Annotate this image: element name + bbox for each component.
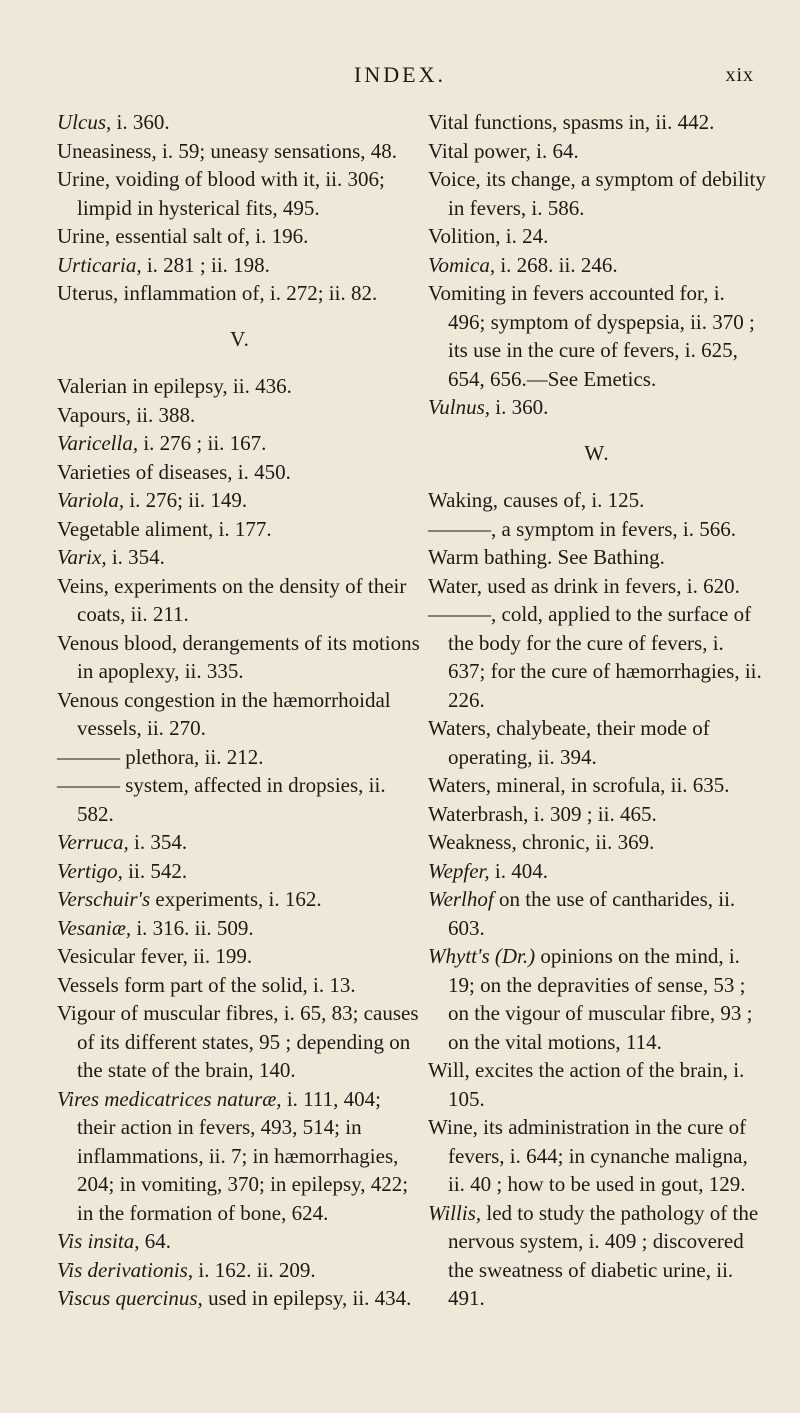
- index-entry: [428, 1113, 766, 1199]
- entry-references: used as drink in fevers, i. 620.: [482, 573, 740, 598]
- entry-references: ii. 388.: [131, 402, 196, 427]
- index-entry: [57, 971, 423, 1000]
- index-entry: [428, 885, 766, 942]
- entry-references: i. 360.: [490, 395, 549, 419]
- index-entry: [57, 429, 423, 458]
- entry-references: its administration in the cure of fevers, i. 644; in cynanche maligna, ii. 40 ; how to be used in gout, 129.: [448, 1115, 748, 1196]
- entry-headword: Vital: [428, 138, 469, 163]
- entry-headword: Warm: [428, 545, 479, 569]
- entry-headword: Vital: [428, 110, 469, 134]
- entry-references: i. 276 ; ii. 167.: [138, 431, 267, 455]
- index-entry: [57, 743, 423, 772]
- entry-headword: Venous: [57, 630, 119, 655]
- entry-headword: ——— system,: [57, 773, 189, 797]
- index-entry: [57, 372, 423, 401]
- entry-references: of muscular fibres, i. 65, 83; causes of its different states, 95 ; depending on the state of the brain, 140.: [77, 1001, 419, 1082]
- entry-references: blood, derangements of its motions in apoplexy, ii. 335.: [77, 630, 420, 683]
- index-entry: [428, 137, 766, 166]
- index-entry: [428, 165, 766, 222]
- entry-headword: Water,: [428, 573, 483, 598]
- entry-references: opinions on the mind, i. 19; on the depravities of sense, 53 ; on the vigour of muscular fibre, 93 ; on the vital motions, 114.: [448, 944, 753, 1054]
- entry-headword: Varix,: [57, 545, 107, 569]
- index-entry: [57, 885, 423, 914]
- entry-headword: Will,: [428, 1058, 470, 1082]
- entry-references: functions, spasms in, ii. 442.: [468, 110, 715, 134]
- entry-headword: Vires medicatrices naturæ,: [57, 1086, 282, 1111]
- index-entry: [57, 686, 423, 743]
- index-entry: [57, 165, 423, 222]
- index-entry: [428, 108, 766, 137]
- index-entry: [57, 279, 423, 308]
- index-entry: [428, 543, 766, 572]
- entry-references: ii. 542.: [122, 858, 188, 883]
- index-entry: [428, 714, 766, 771]
- index-entry: [428, 828, 766, 857]
- entry-headword: Uneasiness,: [57, 138, 157, 163]
- index-entry: [57, 629, 423, 686]
- entry-references: power, i. 64.: [468, 138, 579, 163]
- running-head: [0, 62, 800, 92]
- entry-references: inflammation of, i. 272; ii. 82.: [118, 281, 378, 305]
- entry-headword: Vomica,: [428, 252, 496, 277]
- index-entry: [57, 1284, 423, 1313]
- index-entry: [428, 572, 766, 601]
- entry-references: used in epilepsy, ii. 434.: [202, 1286, 412, 1310]
- entry-headword: Waterbrash,: [428, 801, 529, 826]
- entry-headword: Willis,: [428, 1200, 482, 1225]
- entry-references: bathing. See Bathing.: [478, 545, 665, 569]
- index-entry: [428, 857, 766, 886]
- entry-references: i. 316. ii. 509.: [131, 915, 254, 940]
- index-entry: [57, 251, 423, 280]
- entry-headword: Varicella,: [57, 431, 139, 455]
- entry-references: of diseases, i. 450.: [130, 459, 291, 484]
- entry-headword: Werlhof: [428, 887, 494, 911]
- entry-references: chronic, ii. 369.: [516, 830, 655, 854]
- section-letter: V.: [230, 326, 250, 351]
- index-entry: [428, 1056, 766, 1113]
- index-entry: [57, 458, 423, 487]
- entry-headword: ———,: [428, 602, 497, 626]
- index-entry: [428, 515, 766, 544]
- index-entry: [57, 222, 423, 251]
- section-letter: W.: [584, 440, 610, 465]
- entry-headword: Vesicular: [57, 944, 136, 968]
- entry-references: chalybeate, their mode of operating, ii. 394.: [448, 716, 710, 769]
- index-entry: [57, 1085, 423, 1228]
- entry-headword: Vis derivationis,: [57, 1257, 194, 1282]
- page-title: INDEX.: [354, 62, 446, 87]
- entry-headword: Waters,: [428, 773, 492, 797]
- entry-headword: Verschuir's: [57, 887, 151, 911]
- entry-headword: Variola,: [57, 488, 125, 512]
- index-entry: [57, 1227, 423, 1256]
- entry-references: congestion in the hæmorrhoidal vessels, ii. 270.: [77, 687, 391, 740]
- index-entry: [428, 942, 766, 1056]
- entry-headword: Urine,: [57, 224, 111, 248]
- entry-references: experiments, i. 162.: [150, 887, 322, 911]
- index-entry: [57, 1256, 423, 1285]
- entry-headword: Whytt's (Dr.): [428, 944, 536, 968]
- entry-headword: Wepfer,: [428, 858, 490, 883]
- page-number: xix: [725, 64, 754, 86]
- index-entry: [428, 486, 766, 515]
- entry-headword: Vesaniæ,: [57, 915, 132, 940]
- entry-headword: Urticaria,: [57, 252, 142, 277]
- entry-references: i. 360.: [111, 110, 170, 134]
- entry-references: i. 276; ii. 149.: [124, 488, 248, 512]
- entry-references: i. 281 ; ii. 198.: [141, 252, 270, 277]
- entry-headword: Verruca,: [57, 830, 129, 854]
- entry-references: i. 404.: [489, 858, 548, 883]
- entry-references: i. 309 ; ii. 465.: [528, 801, 657, 826]
- entry-references: on the use of cantharides, ii. 603.: [448, 887, 736, 940]
- entry-references: excites the action of the brain, i. 105.: [448, 1058, 745, 1111]
- index-entry: [428, 222, 766, 251]
- entry-headword: ———,: [428, 516, 497, 541]
- entry-headword: Veins,: [57, 573, 109, 598]
- index-entry: [428, 800, 766, 829]
- index-entry: [57, 543, 423, 572]
- entry-headword: Urine,: [57, 167, 111, 191]
- entry-references: led to study the pathology of the nervous system, i. 409 ; discovered the sweatness of diabetic urine, ii. 491.: [448, 1200, 759, 1310]
- index-entry: [57, 828, 423, 857]
- entry-references: i. 354.: [106, 545, 165, 569]
- entry-references: i. 24.: [500, 224, 549, 248]
- entry-headword: Uterus,: [57, 281, 119, 305]
- entry-headword: Vegetable: [57, 516, 140, 541]
- entry-headword: ——— plethora,: [57, 744, 200, 769]
- entry-references: ii. 212.: [199, 744, 264, 769]
- entry-headword: Valerian: [57, 374, 127, 398]
- entry-references: causes of, i. 125.: [498, 488, 645, 512]
- index-entry: [57, 572, 423, 629]
- entry-references: in fevers accounted for, i. 496; symptom of dyspepsia, ii. 370 ; its use in the cure of fevers, i. 625, 654, 656.—See Emetics.: [448, 281, 755, 391]
- index-entry: [57, 999, 423, 1085]
- entry-references: voiding of blood with it, ii. 306; limpid in hysterical fits, 495.: [77, 167, 385, 220]
- index-entry: [57, 486, 423, 515]
- entry-headword: Waters,: [428, 716, 492, 740]
- index-entry: [428, 1199, 766, 1313]
- entry-references: i. 59; uneasy sensations, 48.: [156, 138, 398, 163]
- entry-references: cold, applied to the surface of the body for the cure of fevers, i. 637; for the cure of hæmorrhagies, ii. 226.: [448, 602, 762, 712]
- index-entry: [57, 914, 423, 943]
- entry-headword: Wine,: [428, 1115, 478, 1139]
- entry-references: affected in dropsies, ii. 582.: [77, 773, 386, 826]
- entry-headword: Vis insita,: [57, 1229, 140, 1253]
- entry-references: i. 354.: [128, 830, 188, 854]
- entry-references: its change, a symptom of debility in fevers, i. 586.: [448, 167, 766, 220]
- index-entry: [428, 251, 766, 280]
- entry-references: a symptom in fevers, i. 566.: [496, 516, 736, 541]
- entry-references: essential salt of, i. 196.: [110, 224, 309, 248]
- entry-headword: Voice,: [428, 167, 481, 191]
- entry-headword: Vulnus,: [428, 395, 491, 419]
- entry-references: experiments on the density of their coats, ii. 211.: [77, 573, 407, 626]
- entry-references: 64.: [139, 1229, 171, 1253]
- entry-headword: Venous: [57, 687, 119, 712]
- entry-headword: Varieties: [57, 459, 131, 484]
- index-entry: [428, 393, 766, 422]
- index-entry: [57, 942, 423, 971]
- entry-references: aliment, i. 177.: [139, 516, 272, 541]
- entry-references: i. 162. ii. 209.: [193, 1257, 316, 1282]
- entry-headword: Weakness,: [428, 830, 517, 854]
- entry-headword: Vomiting: [428, 281, 506, 305]
- entry-headword: Vigour: [57, 1001, 116, 1025]
- entry-headword: Ulcus,: [57, 110, 112, 134]
- entry-references: mineral, in scrofula, ii. 635.: [491, 773, 730, 797]
- index-entry: [428, 600, 766, 714]
- index-entry: [57, 108, 423, 137]
- index-entry: [428, 279, 766, 393]
- entry-headword: Vertigo,: [57, 858, 123, 883]
- entry-headword: Waking,: [428, 488, 499, 512]
- index-entry: [57, 771, 423, 828]
- entry-references: fever, ii. 199.: [135, 944, 253, 968]
- entry-references: i. 111, 404; their action in fevers, 493, 514; in inflammations, ii. 7; in hæmorrhagies, 204; in vomiting, 370; in epilepsy, 422; in the formation of bone, 624.: [77, 1086, 409, 1225]
- entry-headword: Vessels: [57, 972, 119, 997]
- entry-references: i. 268. ii. 246.: [495, 252, 618, 277]
- index-entry: [428, 771, 766, 800]
- left-column: [57, 108, 423, 1313]
- index-entry: [57, 401, 423, 430]
- entry-headword: Volition,: [428, 224, 501, 248]
- entry-headword: Viscus quercinus,: [57, 1286, 203, 1310]
- index-entry: [57, 515, 423, 544]
- entry-headword: Vapours,: [57, 402, 132, 427]
- entry-references: in epilepsy, ii. 436.: [126, 374, 292, 398]
- entry-references: form part of the solid, i. 13.: [118, 972, 356, 997]
- right-column: [428, 108, 766, 1313]
- index-entry: [57, 857, 423, 886]
- index-entry: [57, 137, 423, 166]
